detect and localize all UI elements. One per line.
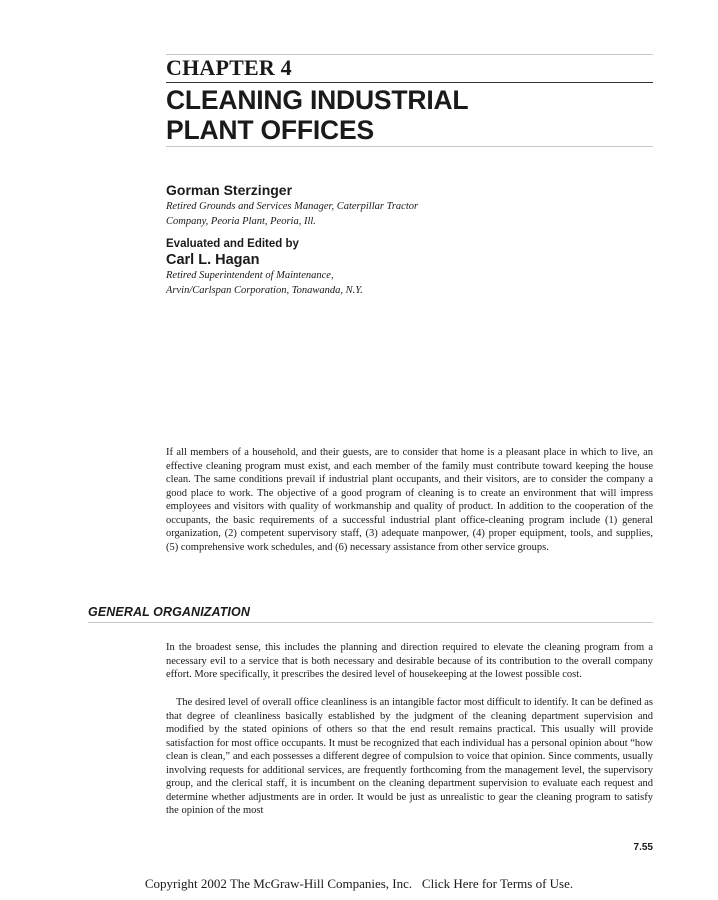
copyright-text: Copyright 2002 The McGraw-Hill Companies, Inc. [144, 876, 413, 891]
author-name: Gorman Sterzinger [166, 182, 293, 198]
footer [0, 876, 718, 892]
terms-of-use-link[interactable]: Click Here for Terms of Use. [421, 876, 574, 891]
chapter-title-line-1: CLEANING INDUSTRIAL [166, 85, 469, 115]
chapter-title-line-2: PLANT OFFICES [166, 115, 374, 145]
author-affiliation-line-1: Retired Grounds and Services Manager, Caterpillar Tractor [166, 201, 419, 212]
section-heading: GENERAL ORGANIZATION [88, 605, 250, 619]
chapter-rule [166, 82, 653, 83]
editor-affiliation [166, 268, 646, 298]
editor-affiliation-line-2: Arvin/Carlspan Corporation, Tonawanda, N.Y. [166, 285, 363, 296]
intro-paragraph: If all members of a household, and their guests, are to consider that home is a pleasant place in which to live, an effective cleaning program must exist, and each member of the family must contribute toward keeping the house clean. The same conditions prevail if industrial plant occupants, and their visitors, are to consider the company a good place to work. The objective of a good program of cleaning is to create an environment that will impress employees and visitors with quality of workmanship and quality of product. In addition to the cooperation of the occupants, the basic requirements of a successful industrial plant office-cleaning program include (1) general organization, (2) competent supervisory staff, (3) adequate manpower, (4) proper equipment, tools, and supplies, (5) comprehensive work schedules, and (6) necessary assistance from other service groups. [166, 447, 653, 553]
title-rule [166, 146, 653, 147]
editor-affiliation-line-1: Retired Superintendent of Maintenance, [166, 270, 334, 281]
author-affiliation [166, 199, 646, 229]
author-affiliation-line-2: Company, Peoria Plant, Peoria, Ill. [166, 216, 316, 227]
edited-by-label: Evaluated and Edited by [166, 238, 299, 250]
section-paragraph-1: In the broadest sense, this includes the planning and direction required to elevate the cleaning program from a necessary evil to a service that is both necessary and desirable because of its contribution to the overall company effort. More specifically, it prescribes the desired level of housekeeping at the lowest possible cost. [166, 642, 653, 681]
chapter-title [166, 85, 656, 145]
editor-name: Carl L. Hagan [166, 252, 260, 268]
section-paragraph-2: The desired level of overall office cleanliness is an intangible factor most difficult to identify. It can be defined as that degree of cleanliness basically established by the judgment of the cleaning department supervision and modified by the stated opinions of others so that the end result remains practical. This usually will provide satisfaction for most office occupants. It must be recognized that each individual has a personal opinion about “how clean is clean,” and each possesses a different degree of compulsion to voice that opinion. Since comments, usually involving requests for additional services, are frequently forthcoming from the management level, the supervisory group, and the clerical staff, it is incumbent on the cleaning department supervision to evaluate each request and determine whether adjustments are in order. It would be just as unrealistic to gear the cleaning program to satisfy the opinion of the most [166, 697, 653, 817]
page-number: 7.55 [633, 842, 653, 853]
section-rule [88, 622, 653, 623]
chapter-label: CHAPTER 4 [166, 55, 292, 80]
